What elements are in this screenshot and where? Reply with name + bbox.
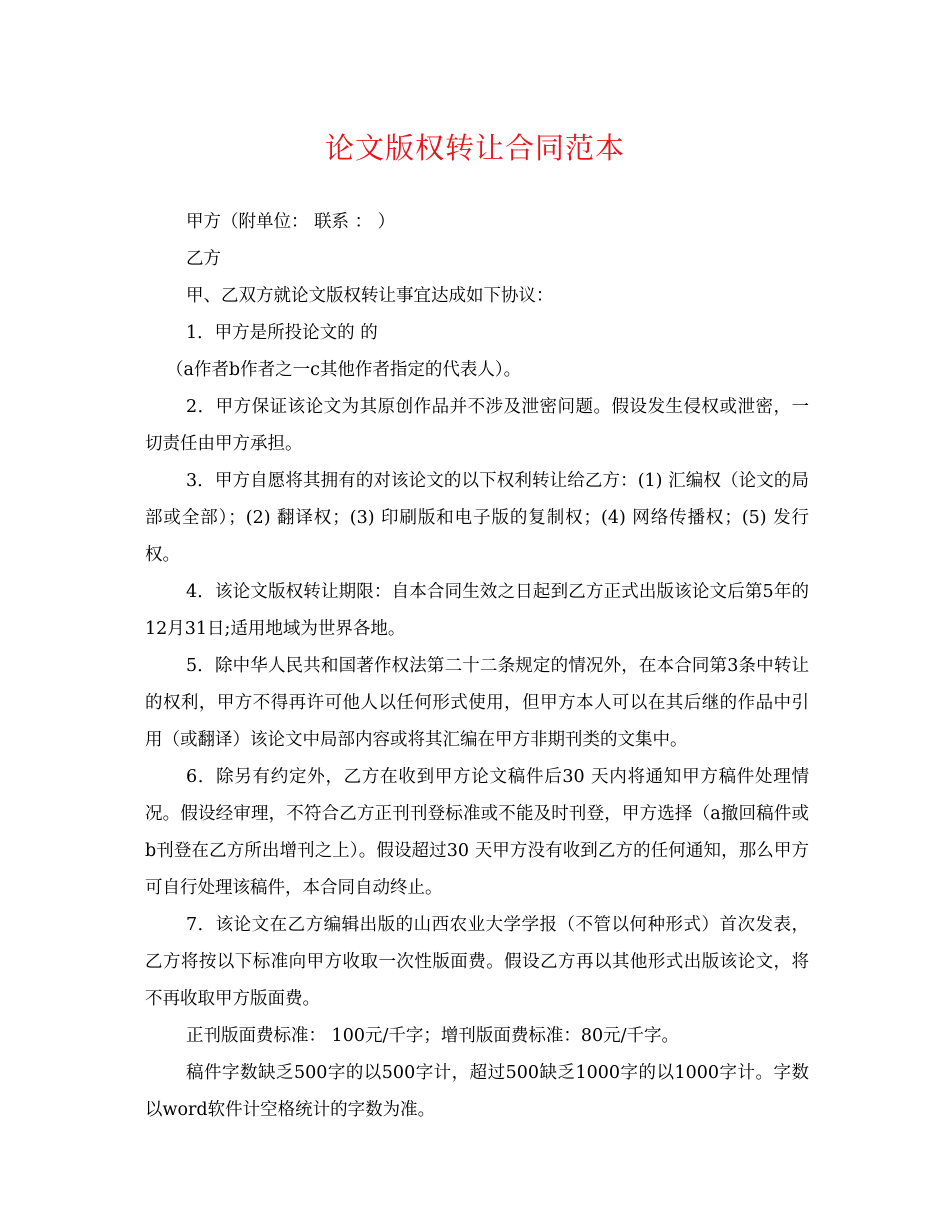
clause-4: 4．该论文版权转让期限：自本合同生效之日起到乙方正式出版该论文后第5年的12月31日;适用地域为世界各地。 [145,582,809,639]
clause-1-options: （a作者b作者之一c其他作者指定的代表人）。 [166,360,522,380]
clause-1: 1．甲方是所投论文的 的 [186,323,378,343]
clause-7: 7．该论文在乙方编辑出版的山西农业大学学报（不管以何种形式）首次发表，乙方将按以下标准向甲方收取一次性版面费。假设乙方再以其他形式出版该论文，将不再收取甲方版面费。 [145,915,809,1009]
party-b-line: 乙方 [186,249,221,269]
clause-5: 5．除中华人民共和国著作权法第二十二条规定的情况外，在本合同第3条中转让的权利，甲方不得再许可他人以任何形式使用，但甲方本人可以在其后继的作品中引用（或翻译）该论文中局部内容或将其汇编在甲方非期刊类的文集中。 [145,656,809,750]
document-title: 论文版权转让合同范本 [324,131,625,165]
clause-3: 3．甲方自愿将其拥有的对该论文的以下权利转让给乙方：(1) 汇编权（论文的局部或全部）；(2) 翻译权；(3) 印刷版和电子版的复制权；(4) 网络传播权；(5) 发行权。 [145,471,809,565]
agreement-intro: 甲、乙双方就论文版权转让事宜达成如下协议： [186,286,554,306]
word-count-rule: 稿件字数缺乏500字的以500字计，超过500缺乏1000字的以1000字计。字数以word软件计空格统计的字数为准。 [145,1063,809,1120]
document-body [145,204,809,1129]
fee-standard: 正刊版面费标准： 100元/千字；增刊版面费标准：80元/千字。 [186,1026,680,1046]
clause-6: 6．除另有约定外，乙方在收到甲方论文稿件后30 天内将通知甲方稿件处理情况。假设经审理，不符合乙方正刊刊登标准或不能及时刊登，甲方选择（a撤回稿件或b刊登在乙方所出增刊之上）。假设超过30 天甲方没有收到乙方的任何通知，那么甲方可自行处理该稿件，本合同自动终止。 [145,767,809,898]
party-a-line: 甲方（附单位： 联系 ： ） [186,212,396,232]
clause-2: 2．甲方保证该论文为其原创作品并不涉及泄密问题。假设发生侵权或泄密，一切责任由甲方承担。 [145,397,809,454]
